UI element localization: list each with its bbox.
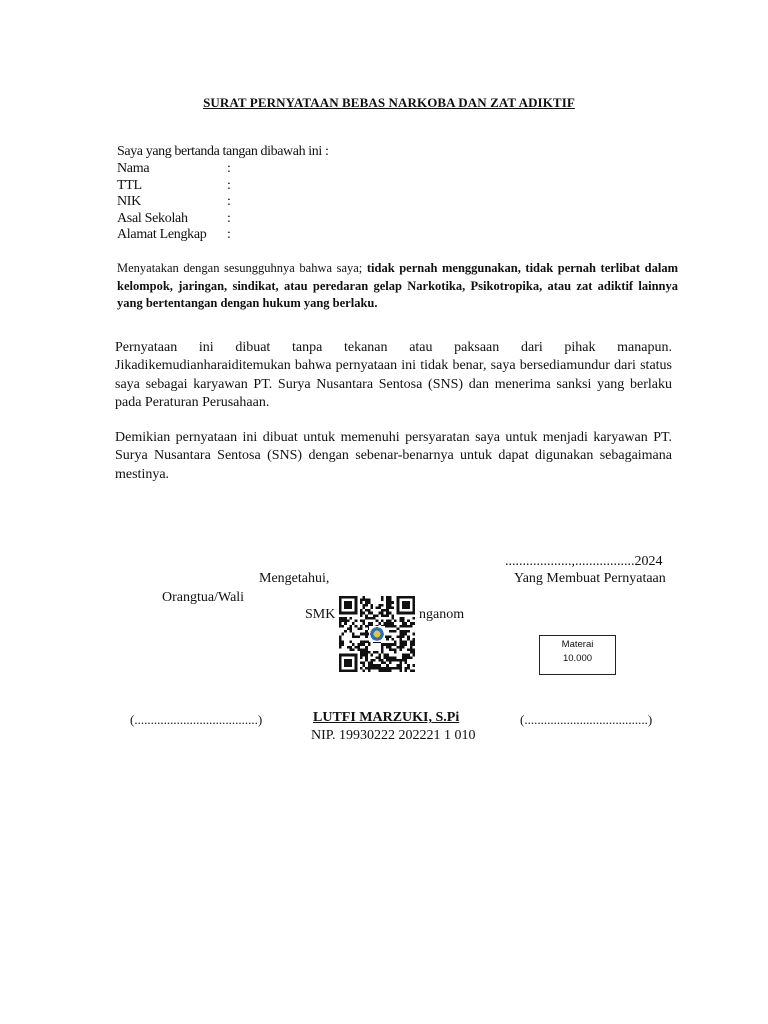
official-name: LUTFI MARZUKI, S.Pi: [313, 710, 460, 725]
field-label: NIK: [117, 194, 141, 210]
field-label: Alamat Lengkap: [117, 227, 207, 243]
paragraph-2: Demikian pernyataan ini dibuat untuk memenuhi persyaratan saya untuk menjadi karyawan PT. Surya Nusantara Sentosa (SNS) dengan sebenar-benarnya untuk dapat digunakan sebagaimana mestinya.: [115, 430, 672, 482]
signature-blank-right: (......................................): [520, 712, 653, 727]
mengetahui-label: Mengetahui,: [259, 571, 330, 586]
field-colon: :: [227, 210, 231, 226]
statement-prefix: Menyatakan dengan sesungguhnya bahwa saya;: [117, 261, 367, 275]
smk-label-right: nganom: [419, 607, 465, 622]
official-nip: NIP. 19930222 202221 1 010: [311, 728, 476, 743]
paragraph-1: Pernyataan ini dibuat tanpa tekanan atau paksaan dari pihak manapun. Jikadikemudianharaiditemukan bahwa pernyataan ini tidak benar, saya bersediamundur dari status saya sebagai karyawan PT. Surya Nusantara Sentosa (SNS) dan menerima sanksi yang berlaku pada Peraturan Perusahaan.: [115, 340, 672, 411]
materai-box: [539, 635, 616, 675]
statement-paragraph: [117, 260, 678, 313]
document-title: SURAT PERNYATAAN BEBAS NARKOBA DAN ZAT ADIKTIF: [203, 95, 575, 110]
field-row-asal-sekolah: [117, 211, 417, 228]
field-label: TTL: [117, 177, 142, 193]
field-label: Nama: [117, 161, 150, 176]
field-row-nik: [117, 194, 417, 211]
intro-text: Saya yang bertanda tangan dibawah ini :: [117, 144, 329, 159]
materai-label: Materai: [561, 639, 594, 650]
field-label: Asal Sekolah: [117, 210, 188, 226]
field-colon: :: [227, 161, 231, 176]
field-colon: :: [227, 227, 231, 243]
field-row-nama: [117, 161, 417, 178]
pembuat-label: Yang Membuat Pernyataan: [514, 571, 666, 586]
smk-label-left: SMK: [305, 607, 336, 622]
date-line: ...................,.................2024: [505, 554, 663, 569]
field-colon: :: [227, 194, 231, 210]
orangtua-label: Orangtua/Wali: [162, 590, 245, 605]
field-row-ttl: [117, 178, 417, 195]
materai-value: 10.000: [562, 653, 593, 664]
field-row-alamat: [117, 227, 417, 244]
signature-blank-left: (......................................): [130, 712, 263, 727]
qr-code-icon: [339, 596, 415, 672]
field-colon: :: [227, 177, 231, 193]
identity-fields: [117, 161, 417, 244]
statement-bold: tidak pernah menggunakan, tidak pernah terlibat dalam kelompok, jaringan, sindikat, atau peredaran gelap Narkotika, Psikotropika, atau zat adiktif lainnya yang bertentangan dengan hukum yang berlaku.: [117, 261, 679, 310]
